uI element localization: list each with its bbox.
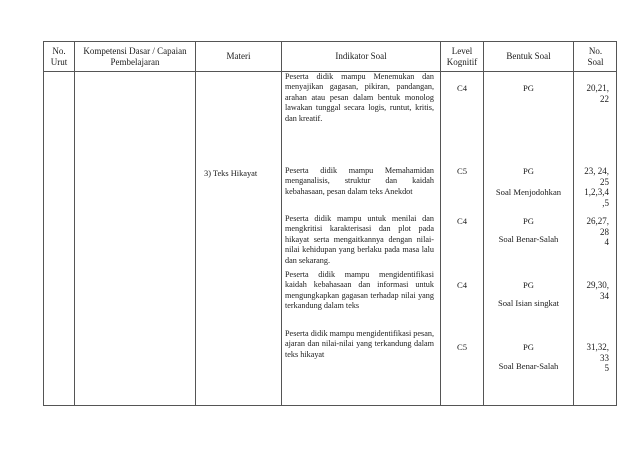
indikator-row-4: Peserta didik mampu mengidentifikasi kaidah kebahasaan dan informasi untuk mengungkapkan gagasan terhadap nilai yang terkandung dalam teks bbox=[285, 270, 434, 311]
nosoal-row-5: 31,32, 33 5 bbox=[586, 342, 609, 374]
nosoal-row-1: 20,21, 22 bbox=[586, 83, 609, 104]
nosoal-row-3: 26,27, 28 4 bbox=[586, 216, 609, 248]
col-divider bbox=[195, 42, 196, 405]
level-row-2: C5 bbox=[456, 166, 468, 176]
header-materi: Materi bbox=[226, 51, 251, 61]
header-indikator: Indikator Soal bbox=[335, 51, 387, 61]
bentuk-row-5: PG Soal Benar-Salah bbox=[498, 342, 559, 371]
col-divider bbox=[74, 42, 75, 405]
header-no-soal: No. Soal bbox=[587, 45, 604, 67]
indikator-row-3: Peserta didik mampu untuk menilai dan mengkritisi karakterisasi dan plot pada hikayat serta mengaitkannya dengan nilai-nilai kehidupan yang berlaku pada masa lalu dan sekarang. bbox=[285, 214, 434, 265]
level-row-4: C4 bbox=[456, 280, 468, 290]
col-divider bbox=[573, 42, 574, 405]
level-row-1: C4 bbox=[456, 83, 468, 93]
col-divider bbox=[281, 42, 282, 405]
header-level-kognitif: Level Kognitif bbox=[446, 45, 478, 67]
bentuk-row-3: PG Soal Benar-Salah bbox=[498, 216, 559, 244]
level-row-5: C5 bbox=[456, 342, 468, 352]
header-no-urut: No. Urut bbox=[50, 45, 68, 67]
kisi-kisi-table bbox=[43, 41, 617, 406]
materi-teks-hikayat: 3) Teks Hikayat bbox=[204, 169, 258, 178]
indikator-row-5: Peserta didik mampu mengidentifikasi pesan, ajaran dan nilai-nilai yang terkandung dalam teks hikayat bbox=[285, 329, 434, 359]
indikator-row-2: Peserta didik mampu Memahamidan menganalisis, struktur dan kaidah kebahasaan, pesan dalam teks Anekdot bbox=[285, 166, 434, 196]
header-bentuk-soal: Bentuk Soal bbox=[506, 51, 551, 61]
level-row-3: C4 bbox=[456, 216, 468, 226]
header-kompetensi: Kompetensi Dasar / Capaian Pembelajaran bbox=[83, 45, 187, 67]
nosoal-row-2: 23, 24, 25 1,2,3,4 ,5 bbox=[584, 166, 609, 208]
bentuk-row-2: PG Soal Menjodohkan bbox=[495, 166, 562, 197]
bentuk-row-4: PG Soal Isian singkat bbox=[497, 280, 560, 308]
bentuk-row-1: PG bbox=[523, 83, 534, 93]
indikator-row-1: Peserta didik mampu Menemukan dan menyajikan gagasan, pikiran, pandangan, arahan atau pesan dalam bentuk monolog lawakan tunggal secara logis, runtut, kritis, dan kreatif. bbox=[285, 72, 434, 123]
nosoal-row-4: 29,30, 34 bbox=[586, 280, 609, 301]
